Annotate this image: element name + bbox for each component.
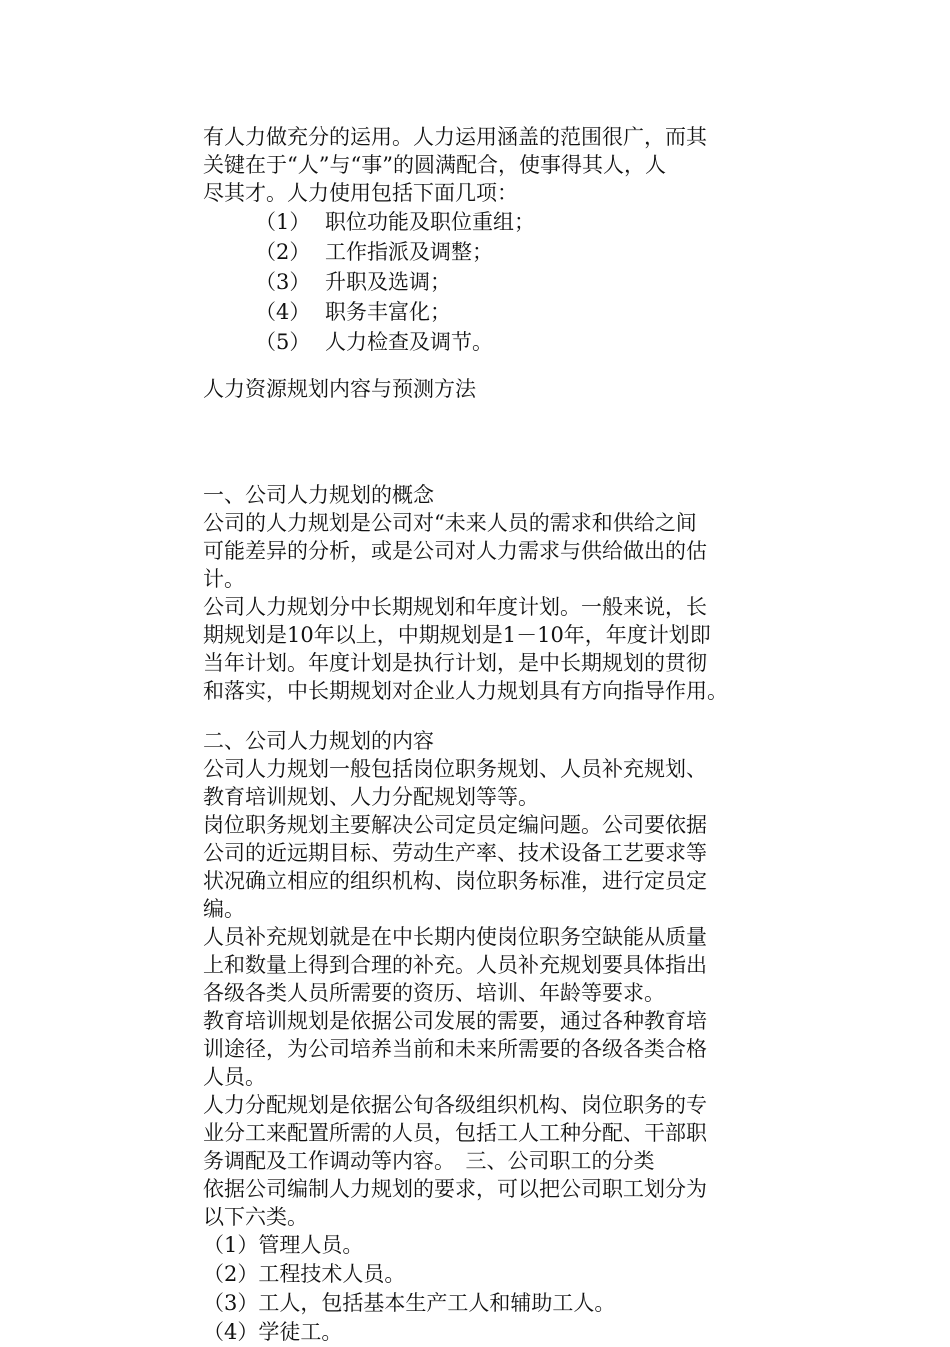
text-line: 务调配及工作调动等内容。 三、公司职工的分类 bbox=[203, 1149, 655, 1173]
text-line: 人员补充规划就是在中长期内使岗位职务空缺能从质量 bbox=[203, 925, 707, 949]
text-line: 期规划是10年以上，中期规划是1－10年，年度计划即 bbox=[203, 623, 711, 647]
text-line: 可能差异的分析，或是公司对人力需求与供给做出的估 bbox=[203, 539, 707, 563]
text-line: 公司人力规划一般包括岗位职务规划、人员补充规划、 bbox=[203, 757, 707, 781]
text-line: 训途径，为公司培养当前和未来所需要的各级各类合格 bbox=[203, 1037, 707, 1061]
list-number: （4） bbox=[255, 300, 311, 324]
text-line: 公司人力规划分中长期规划和年度计划。一般来说，长 bbox=[203, 595, 707, 619]
list-item bbox=[203, 237, 763, 267]
section-1 bbox=[203, 481, 763, 705]
text-line: 教育培训规划、人力分配规划等等。 bbox=[203, 785, 539, 809]
document-body bbox=[203, 123, 763, 1347]
text-line: 关键在于“人”与“事”的圆满配合，使事得其人，人 bbox=[203, 153, 666, 177]
list-number: （3） bbox=[255, 270, 311, 294]
text-line: 公司的近远期目标、劳动生产率、技术设备工艺要求等 bbox=[203, 841, 707, 865]
section-heading: 一、公司人力规划的概念 bbox=[203, 483, 434, 507]
text-line: 教育培训规划是依据公司发展的需要，通过各种教育培 bbox=[203, 1009, 707, 1033]
list-item bbox=[203, 267, 763, 297]
text-line: 以下六类。 bbox=[203, 1205, 308, 1229]
text-line: 公司的人力规划是公司对“未来人员的需求和供给之间 bbox=[203, 511, 697, 535]
list-item: （4）学徒工。 bbox=[203, 1320, 343, 1344]
list-item: （1）管理人员。 bbox=[203, 1233, 364, 1257]
list-item: （3）工人，包括基本生产工人和辅助工人。 bbox=[203, 1291, 616, 1315]
list-number: （5） bbox=[255, 330, 311, 354]
text-line: 人员。 bbox=[203, 1065, 266, 1089]
text-line: 人力分配规划是依据公旬各级组织机构、岗位职务的专 bbox=[203, 1093, 707, 1117]
section-3 bbox=[203, 1175, 763, 1347]
text-line: 和落实，中长期规划对企业人力规划具有方向指导作用。 bbox=[203, 679, 728, 703]
list-number: （2） bbox=[255, 240, 311, 264]
text-line: 岗位职务规划主要解决公司定员定编问题。公司要依据 bbox=[203, 813, 707, 837]
text-line: 计。 bbox=[203, 567, 245, 591]
list-item bbox=[203, 297, 763, 327]
section-2 bbox=[203, 727, 763, 1175]
text-line: 有人力做充分的运用。人力运用涵盖的范围很广，而其 bbox=[203, 125, 707, 149]
text-line: 业分工来配置所需的人员，包括工人工种分配、干部职 bbox=[203, 1121, 707, 1145]
text-line: 依据公司编制人力规划的要求，可以把公司职工划分为 bbox=[203, 1177, 707, 1201]
section-heading: 二、公司人力规划的内容 bbox=[203, 729, 434, 753]
text-line: 尽其才。人力使用包括下面几项： bbox=[203, 181, 518, 205]
list-number: （1） bbox=[255, 210, 311, 234]
intro-paragraph bbox=[203, 123, 763, 207]
list-text: 人力检查及调节。 bbox=[325, 330, 493, 354]
section-title: 人力资源规划内容与预测方法 bbox=[203, 377, 476, 401]
text-line: 上和数量上得到合理的补充。人员补充规划要具体指出 bbox=[203, 953, 707, 977]
text-line: 状况确立相应的组织机构、岗位职务标准，进行定员定 bbox=[203, 869, 707, 893]
text-line: 编。 bbox=[203, 897, 245, 921]
list-text: 职位功能及职位重组； bbox=[325, 210, 535, 234]
staff-category-list bbox=[203, 1231, 763, 1347]
list-item: （2）工程技术人员。 bbox=[203, 1262, 406, 1286]
list-text: 升职及选调； bbox=[325, 270, 451, 294]
text-line: 当年计划。年度计划是执行计划，是中长期规划的贯彻 bbox=[203, 651, 707, 675]
list-text: 职务丰富化； bbox=[325, 300, 451, 324]
list-text: 工作指派及调整； bbox=[325, 240, 493, 264]
text-line: 各级各类人员所需要的资历、培训、年龄等要求。 bbox=[203, 981, 665, 1005]
list-item bbox=[203, 207, 763, 237]
usage-list bbox=[203, 207, 763, 357]
list-item bbox=[203, 327, 763, 357]
